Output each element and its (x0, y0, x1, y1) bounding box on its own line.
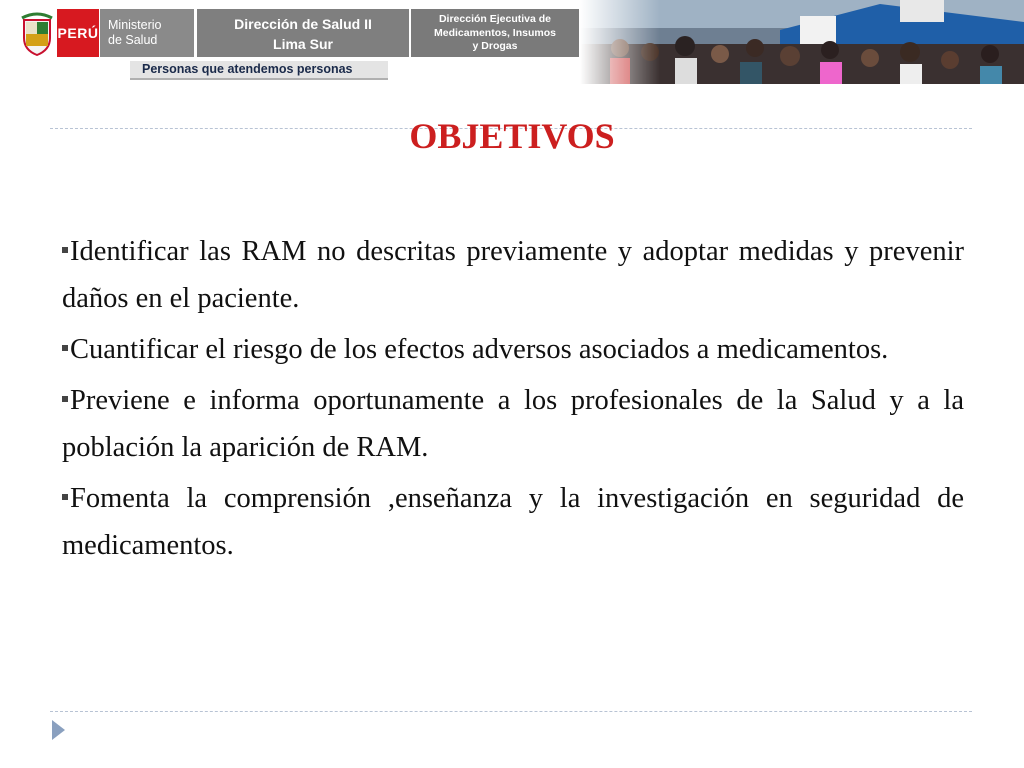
direccion-salud-label: Dirección de Salud II Lima Sur (197, 9, 409, 57)
list-item: Cuantificar el riesgo de los efectos adversos asociados a medicamentos. (62, 326, 964, 373)
peru-logo: PERÚ (57, 9, 99, 57)
crowd-photo (580, 0, 1024, 84)
bullet-icon (62, 494, 68, 500)
objectives-list (62, 228, 964, 573)
slide-title: OBJETIVOS (409, 116, 615, 156)
bullet-icon (62, 345, 68, 351)
bullet-icon (62, 247, 68, 253)
list-item: Identificar las RAM no descritas previamente y adoptar medidas y prevenir daños en el paciente. (62, 236, 964, 314)
tagline-text: Personas que atendemos personas (142, 62, 353, 76)
coat-of-arms-icon (20, 12, 54, 56)
list-item: Fomenta la comprensión ,enseñanza y la investigación en seguridad de medicamentos. (62, 483, 964, 561)
header-banner (0, 0, 1024, 86)
bullet-icon (62, 396, 68, 402)
list-item: Previene e informa oportunamente a los profesionales de la Salud y a la población la aparición de RAM. (62, 385, 964, 463)
bottom-divider (50, 711, 972, 712)
tagline-bar (130, 61, 388, 80)
ministerio-logo: Ministerio de Salud (100, 9, 194, 57)
digemid-label: Dirección Ejecutiva de Medicamentos, Insumos y Drogas (411, 9, 579, 57)
play-arrow-icon[interactable] (52, 720, 65, 740)
